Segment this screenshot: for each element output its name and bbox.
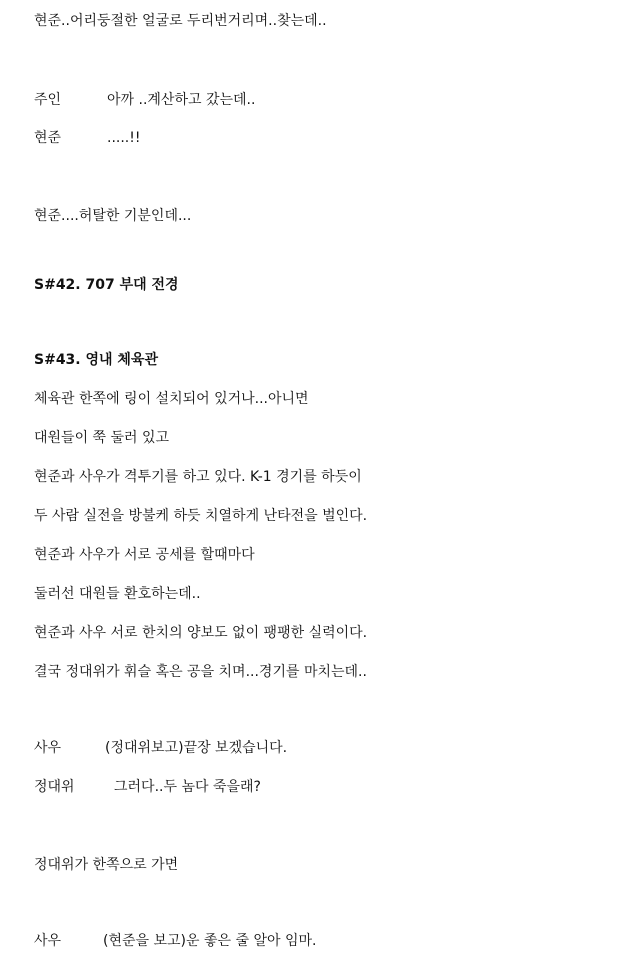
action-line: 대원들이 쭉 둘러 있고	[34, 430, 170, 446]
dialogue-line	[34, 931, 316, 951]
dialogue-text: 아까 ..계산하고 갔는데..	[107, 92, 256, 108]
dialogue-line	[34, 777, 261, 797]
dialogue-line	[34, 738, 287, 758]
speaker-name: 정대위	[34, 779, 75, 795]
dialogue-line	[34, 128, 140, 148]
scene-heading: S#43. 영내 체육관	[34, 352, 158, 368]
action-line: 현준..어리둥절한 얼굴로 두리번거리며..찾는데..	[34, 13, 327, 29]
speaker-name: 사우	[34, 933, 62, 949]
dialogue-text: (현준을 보고)운 좋은 줄 알아 임마.	[103, 933, 317, 949]
action-line: 체육관 한쪽에 링이 설치되어 있거나...아니면	[34, 391, 309, 407]
action-line: 결국 정대위가 휘슬 혹은 공을 치며...경기를 마치는데..	[34, 664, 367, 680]
speaker-name: 현준	[34, 130, 62, 146]
speaker-name: 주인	[34, 92, 62, 108]
scene-heading: S#42. 707 부대 전경	[34, 277, 179, 293]
action-line: 현준과 사우 서로 한치의 양보도 없이 팽팽한 실력이다.	[34, 625, 368, 641]
action-line: 두 사람 실전을 방불케 하듯 치열하게 난타전을 벌인다.	[34, 508, 368, 524]
dialogue-text: (정대위보고)끝장 보겠습니다.	[105, 740, 288, 756]
speaker-name: 사우	[34, 740, 62, 756]
action-line: 둘러선 대원들 환호하는데..	[34, 586, 201, 602]
dialogue-text: 그러다..두 놈다 죽을래?	[114, 779, 261, 795]
action-line: 현준과 사우가 서로 공세를 할때마다	[34, 547, 255, 563]
action-line: 현준과 사우가 격투기를 하고 있다. K-1 경기를 하듯이	[34, 469, 362, 485]
dialogue-text: .....!!	[107, 130, 141, 146]
action-line: 정대위가 한쪽으로 가면	[34, 857, 179, 873]
dialogue-line	[34, 90, 255, 110]
action-line: 현준....허탈한 기분인데...	[34, 208, 192, 224]
